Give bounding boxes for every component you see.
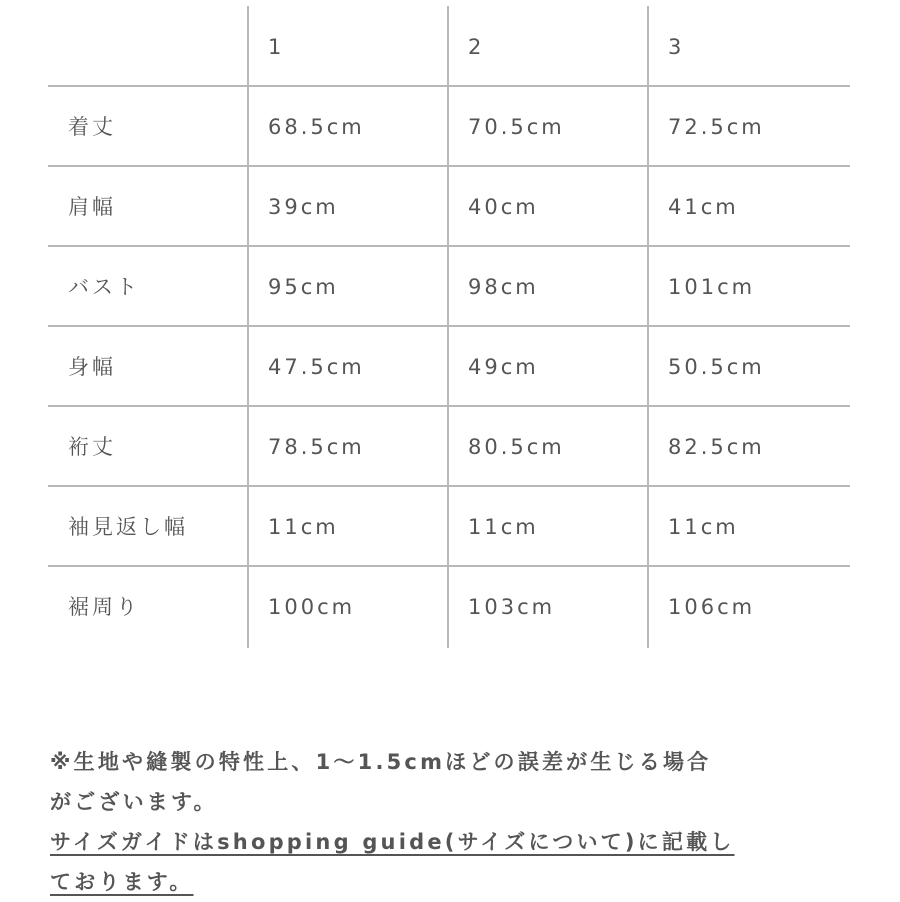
- table-cell: 78.5cm: [268, 435, 365, 459]
- size-header-1: 1: [268, 35, 285, 59]
- table-cell: 106cm: [668, 595, 756, 619]
- size-header-2: 2: [468, 35, 485, 59]
- row-label-sleeve-length: 裄丈: [68, 435, 116, 459]
- table-cell: 95cm: [268, 275, 339, 299]
- row-divider: [48, 485, 850, 487]
- row-label-shoulder: 肩幅: [68, 195, 116, 219]
- table-cell: 47.5cm: [268, 355, 365, 379]
- column-divider: [247, 6, 249, 648]
- table-cell: 41cm: [668, 195, 739, 219]
- row-divider: [48, 325, 850, 327]
- size-table: [48, 6, 850, 648]
- table-cell: 98cm: [468, 275, 539, 299]
- table-cell: 50.5cm: [668, 355, 765, 379]
- table-cell: 11cm: [468, 515, 539, 539]
- size-guide-link-continued[interactable]: ております。: [50, 870, 194, 894]
- table-cell: 39cm: [268, 195, 339, 219]
- table-cell: 80.5cm: [468, 435, 565, 459]
- table-cell: 82.5cm: [668, 435, 765, 459]
- row-label-body-width: 身幅: [68, 355, 116, 379]
- table-cell: 49cm: [468, 355, 539, 379]
- row-label-hem: 裾周り: [68, 595, 140, 619]
- table-cell: 11cm: [268, 515, 339, 539]
- row-label-bust: バスト: [68, 275, 140, 299]
- table-cell: 70.5cm: [468, 115, 565, 139]
- row-label-cuff-facing: 袖見返し幅: [68, 515, 188, 539]
- size-header-3: 3: [668, 35, 685, 59]
- table-cell: 101cm: [668, 275, 756, 299]
- size-guide-link[interactable]: サイズガイドはshopping guide(サイズについて)に記載し: [50, 830, 735, 854]
- table-cell: 72.5cm: [668, 115, 765, 139]
- table-cell: 11cm: [668, 515, 739, 539]
- size-notes: [50, 742, 850, 902]
- disclaimer-line-2: がございます。: [50, 790, 218, 814]
- row-label-length: 着丈: [68, 115, 116, 139]
- table-cell: 100cm: [268, 595, 356, 619]
- table-cell: 68.5cm: [268, 115, 365, 139]
- row-divider: [48, 245, 850, 247]
- table-cell: 40cm: [468, 195, 539, 219]
- table-cell: 103cm: [468, 595, 556, 619]
- row-divider: [48, 165, 850, 167]
- row-divider: [48, 405, 850, 407]
- row-divider: [48, 565, 850, 567]
- row-divider: [48, 85, 850, 87]
- disclaimer-line-1: ※生地や縫製の特性上、1〜1.5cmほどの誤差が生じる場合: [50, 750, 712, 774]
- column-divider: [647, 6, 649, 648]
- column-divider: [447, 6, 449, 648]
